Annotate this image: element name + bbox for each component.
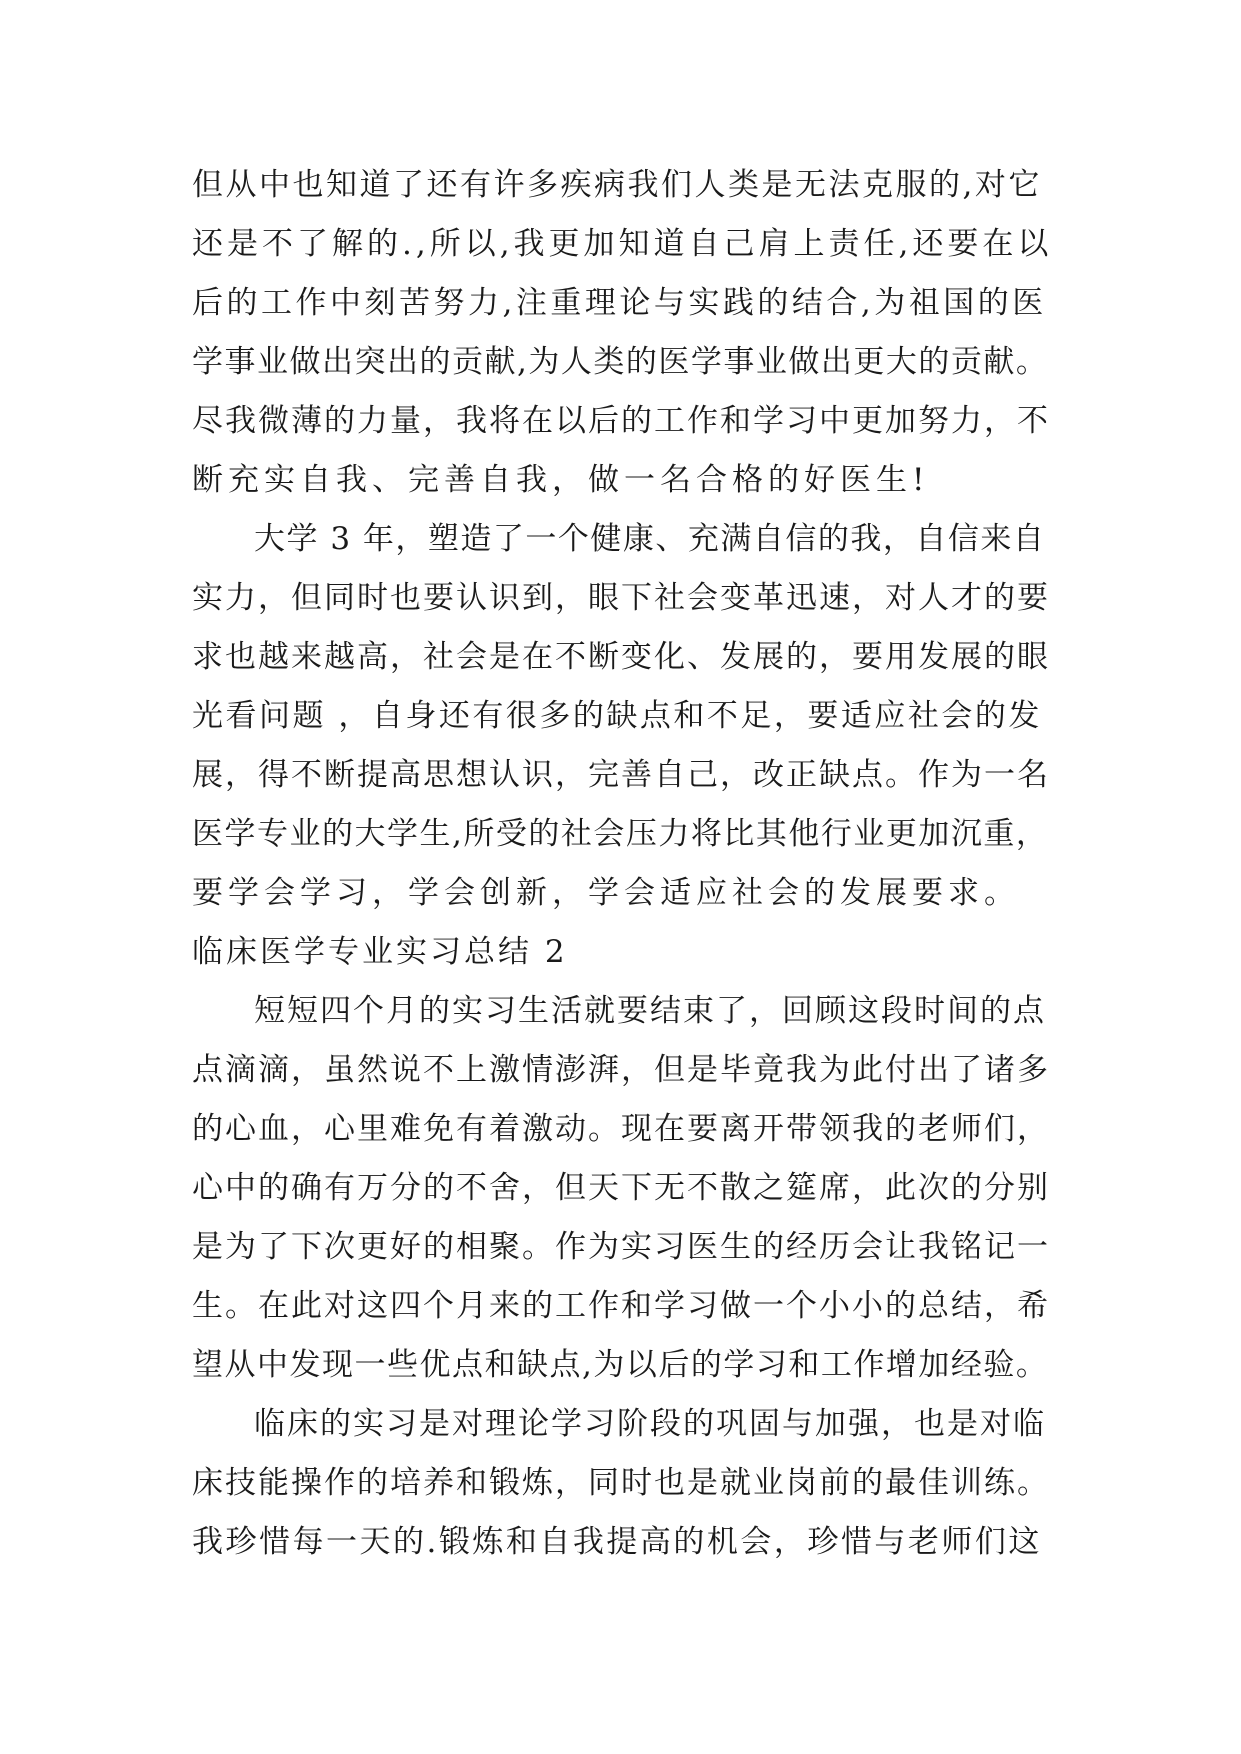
text-line: 还是不了解的.,所以,我更加知道自己肩上责任,还要在以 <box>192 226 1053 262</box>
text-line: 心中的确有万分的不舍，但天下无不散之筵席，此次的分别 <box>192 1170 1050 1206</box>
text-line: 但从中也知道了还有许多疾病我们人类是无法克服的,对它 <box>192 167 1042 203</box>
paragraph-1 <box>192 156 1052 510</box>
text-line: 后的工作中刻苦努力,注重理论与实践的结合,为祖国的医 <box>192 285 1047 321</box>
text-line: 点滴滴，虽然说不上激情澎湃，但是毕竟我为此付出了诸多 <box>192 1052 1050 1088</box>
text-line: 生。在此对这四个月来的工作和学习做一个小小的总结，希 <box>192 1288 1050 1324</box>
text-line: 临床的实习是对理论学习阶段的巩固与加强，也是对临 <box>254 1406 1046 1442</box>
paragraph-4 <box>192 1395 1052 1572</box>
text-line: 的心血，心里难免有着激动。现在要离开带领我的老师们， <box>192 1111 1050 1147</box>
text-line: 求也越来越高，社会是在不断变化、发展的，要用发展的眼 <box>192 639 1050 675</box>
text-line: 学事业做出突出的贡献,为人类的医学事业做出更大的贡献。 <box>192 344 1049 380</box>
text-line: 床技能操作的培养和锻炼，同时也是就业岗前的最佳训练。 <box>192 1465 1050 1501</box>
text-line: 尽我微薄的力量，我将在以后的工作和学习中更加努力，不 <box>192 403 1050 439</box>
document-page <box>192 156 1052 1572</box>
paragraph-3 <box>192 982 1052 1395</box>
text-line: 大学 3 年，塑造了一个健康、充满自信的我，自信来自 <box>254 521 1046 557</box>
paragraph-2 <box>192 510 1052 923</box>
text-line: 展，得不断提高思想认识，完善自己，改正缺点。作为一名 <box>192 757 1050 793</box>
text-line: 断充实自我、完善自我，做一名合格的好医生! <box>192 462 930 498</box>
section-title: 临床医学专业实习总结 2 <box>192 934 568 970</box>
text-line: 是为了下次更好的相聚。作为实习医生的经历会让我铭记一 <box>192 1229 1050 1265</box>
text-line: 短短四个月的实习生活就要结束了，回顾这段时间的点 <box>254 993 1046 1029</box>
text-line: 要学会学习，学会创新，学会适应社会的发展要求。 <box>192 875 1020 911</box>
text-line: 实力，但同时也要认识到，眼下社会变革迅速，对人才的要 <box>192 580 1050 616</box>
text-line: 光看问题 ，自身还有很多的缺点和不足，要适应社会的发 <box>192 698 1042 734</box>
text-line: 我珍惜每一天的.锻炼和自我提高的机会，珍惜与老师们这 <box>192 1524 1042 1560</box>
text-line: 望从中发现一些优点和缺点,为以后的学习和工作增加经验。 <box>192 1347 1049 1383</box>
text-line: 医学专业的大学生,所受的社会压力将比其他行业更加沉重， <box>192 816 1049 852</box>
